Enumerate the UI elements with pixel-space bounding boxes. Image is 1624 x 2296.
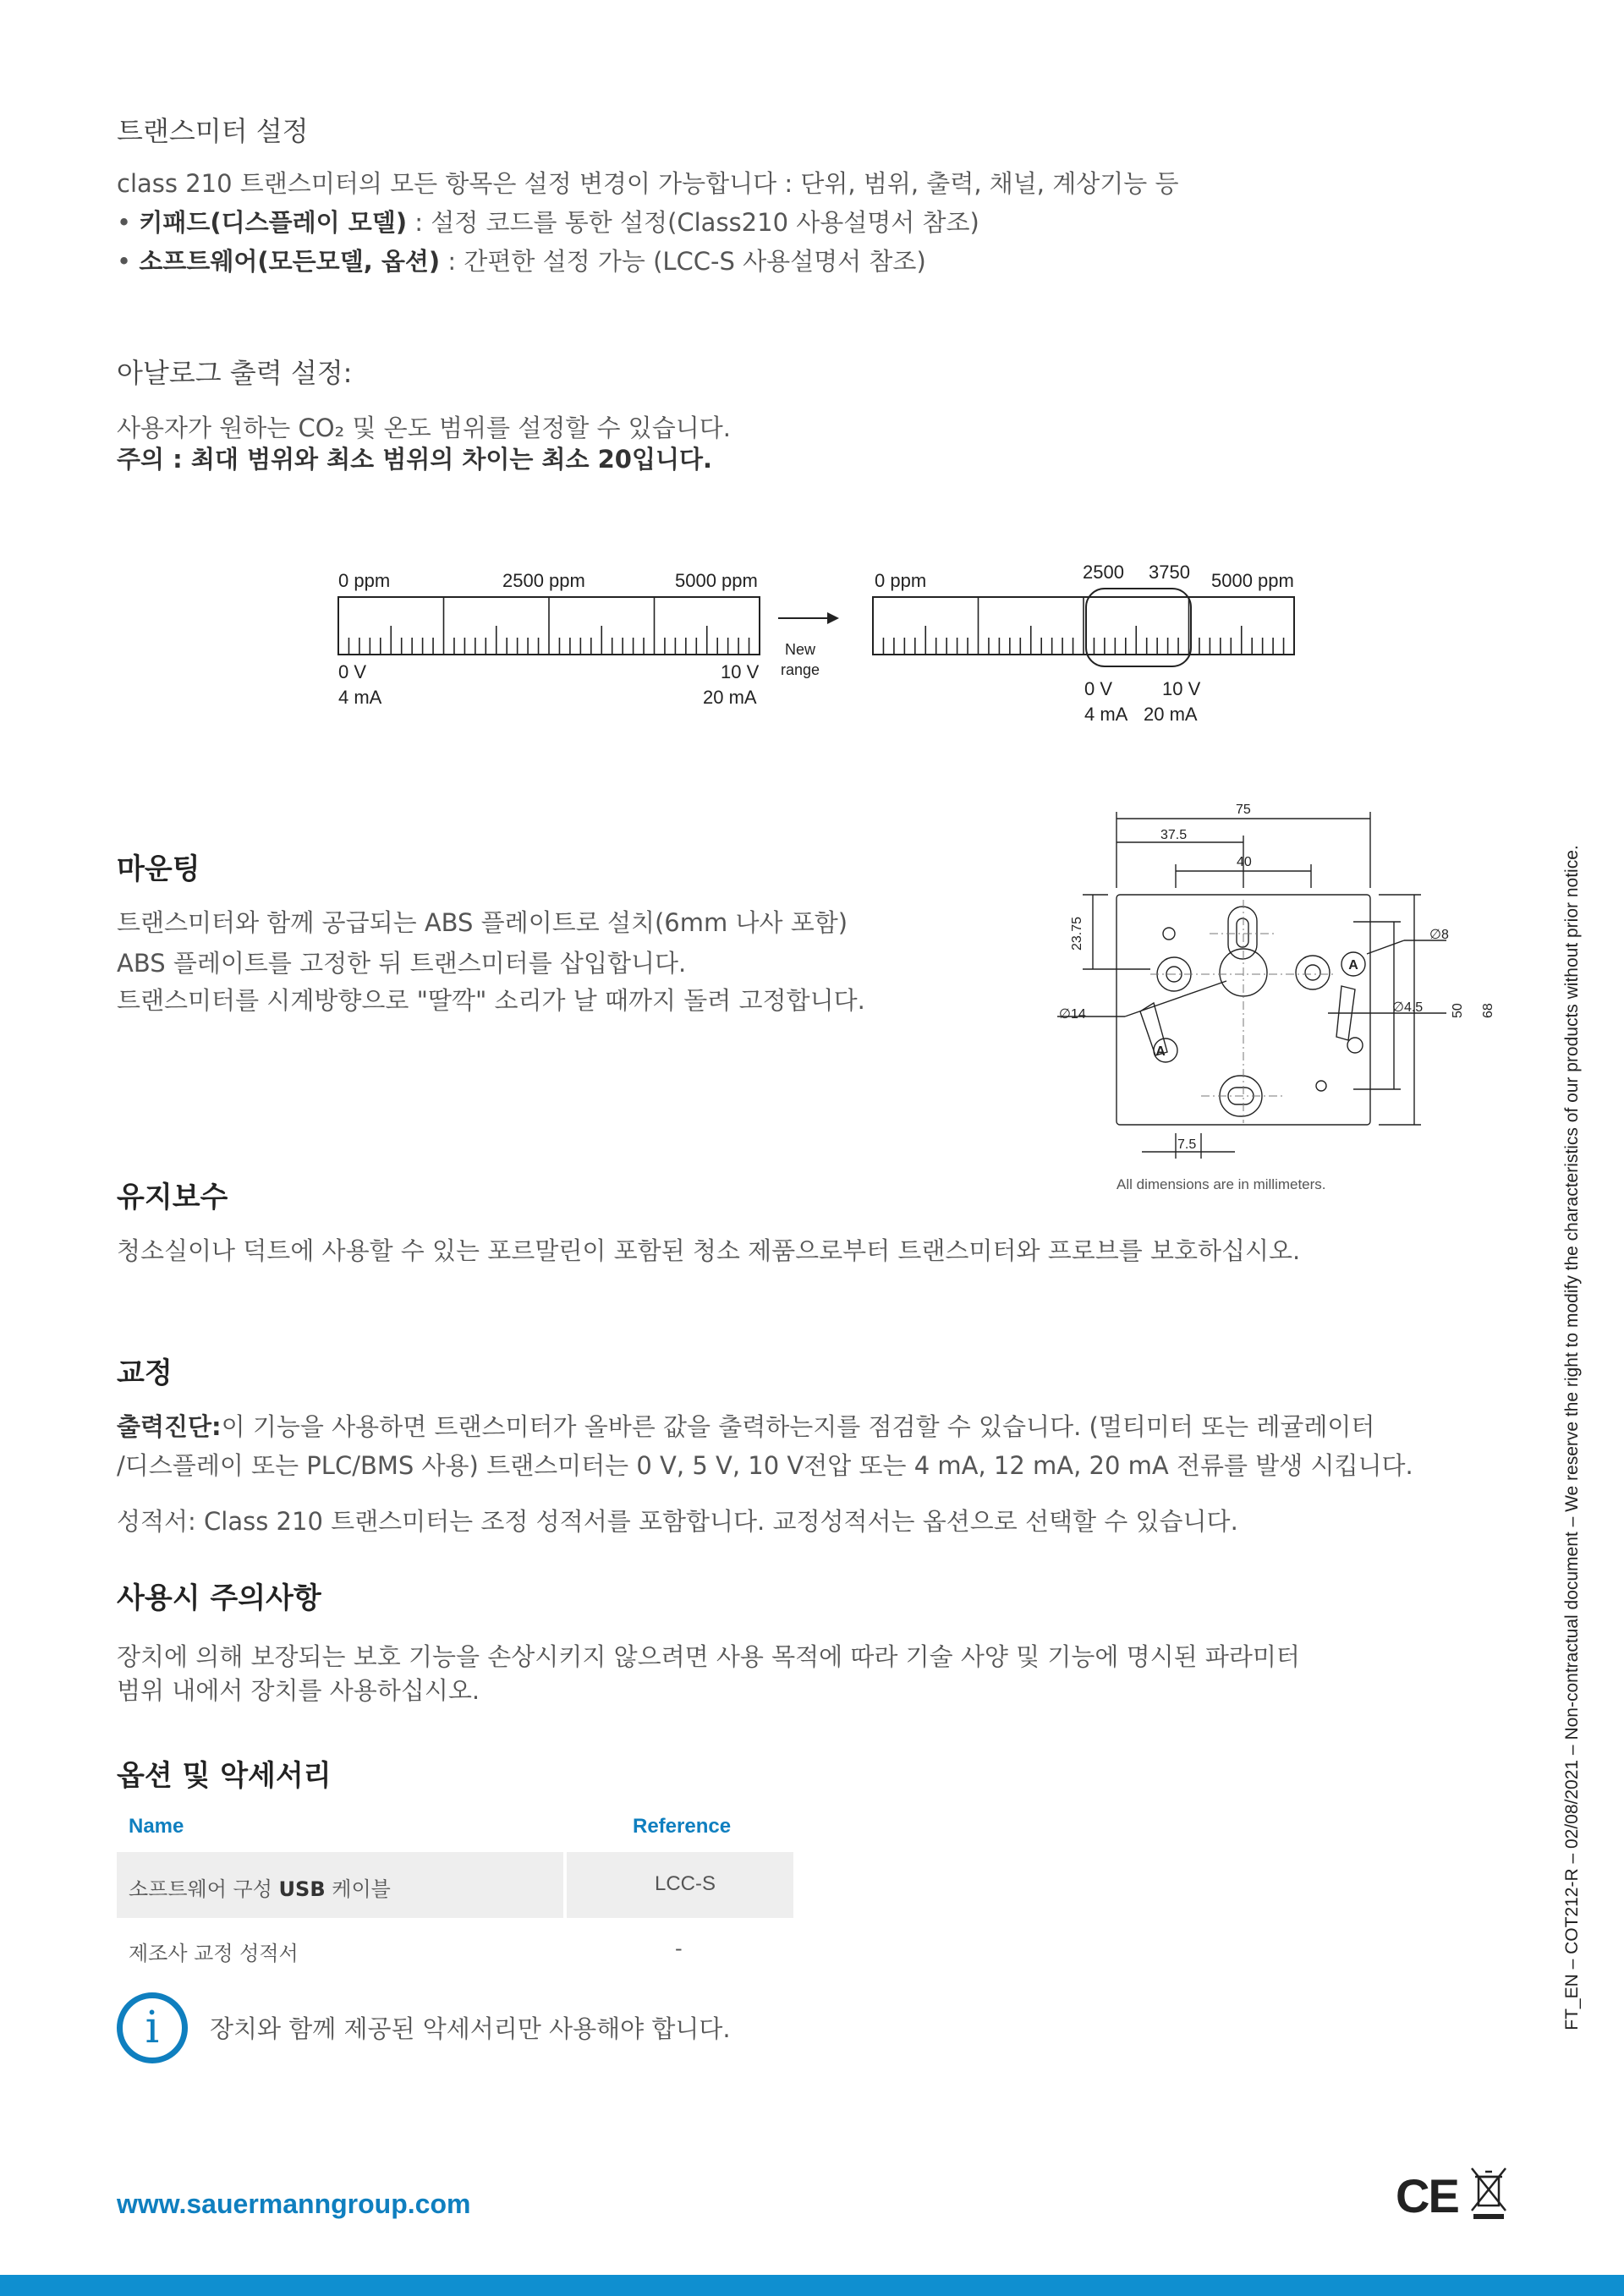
arrow-label-range: range <box>780 661 820 678</box>
calibration-bold-label: 출력진단: <box>117 1412 222 1441</box>
table-cell-name: 제조사 교정 성적서 <box>129 1942 299 1965</box>
range-diagram <box>321 550 1320 736</box>
bullet-dot: • <box>117 247 140 276</box>
weee-bin-icon <box>1470 2165 1507 2221</box>
table-header-row <box>117 1805 793 1852</box>
section-title-accessories: 옵션 및 악세서리 <box>117 1759 332 1793</box>
website-link[interactable]: www.sauermanngroup.com <box>117 2189 471 2219</box>
analog-output-description: 사용자가 원하는 CO₂ 및 온도 범위를 설정할 수 있습니다. <box>117 414 731 442</box>
left-scale <box>338 597 760 655</box>
dim-diameter-4-5 <box>1392 1000 1423 1015</box>
left-label-20ma: 20 mA <box>703 687 757 708</box>
left-label-2500ppm: 2500 ppm <box>502 570 585 591</box>
certification-marks <box>1396 2165 1514 2224</box>
bullet-item-keypad <box>117 203 979 242</box>
right-label-5000ppm: 5000 ppm <box>1211 570 1294 591</box>
drawing-caption: All dimensions are in millimeters. <box>1116 1176 1326 1192</box>
right-label-3750: 3750 <box>1149 562 1190 583</box>
mounting-line-2: ABS 플레이트를 고정한 뒤 트랜스미터를 삽입합니다. <box>117 949 687 978</box>
section-title-mounting: 마운팅 <box>117 852 200 886</box>
table-row <box>117 1918 793 1979</box>
right-scale <box>873 589 1294 666</box>
info-icon-glyph: i <box>145 2003 160 2053</box>
dim-8-value: 8 <box>1440 928 1449 942</box>
cell-text-bold: USB <box>278 1877 326 1901</box>
bullet-bold: 키패드(디스플레이 모델) <box>139 208 408 237</box>
dim-7-5: 7.5 <box>1177 1137 1197 1152</box>
calibration-paragraph-2: 성적서: Class 210 트랜스미터는 조정 성적서를 포함합니다. 교정성적서는 옵션으로 선택할 수 있습니다. <box>117 1507 1238 1536</box>
bullet-item-software <box>117 242 926 281</box>
precautions-line-1: 장치에 의해 보장되는 보호 기능을 손상시키지 않으려면 사용 목적에 따라 기술 사양 및 기능에 명시된 파라미터 <box>117 1642 1300 1671</box>
mounting-line-1: 트랜스미터와 함께 공급되는 ABS 플레이트로 설치(6mm 나사 포함) <box>117 908 848 937</box>
analog-output-note: 주의 : 최대 범위와 최소 범위의 차이는 최소 20입니다. <box>117 445 713 474</box>
right-label-2500: 2500 <box>1083 562 1124 583</box>
dim-23-75: 23.75 <box>1070 916 1084 951</box>
ce-mark-icon: CE <box>1396 2169 1458 2222</box>
diameter-icon: ∅ <box>1392 1000 1404 1015</box>
left-label-0ppm: 0 ppm <box>338 570 391 591</box>
info-icon <box>117 1992 188 2063</box>
diameter-icon: ∅ <box>1429 928 1441 942</box>
dim-75: 75 <box>1236 803 1251 817</box>
right-label-0v: 0 V <box>1084 678 1113 699</box>
right-label-0ppm: 0 ppm <box>875 570 927 591</box>
maintenance-text: 청소실이나 덕트에 사용할 수 있는 포르말린이 포함된 청소 제품으로부터 트랜스미터와 프로브를 보호하십시오. <box>117 1236 1301 1265</box>
marker-a-left: A <box>1155 1044 1166 1059</box>
right-label-10v: 10 V <box>1162 678 1201 699</box>
section-title-maintenance: 유지보수 <box>117 1181 228 1214</box>
section-title-analog-output: 아날로그 출력 설정: <box>117 357 353 389</box>
column-header-reference: Reference <box>633 1815 732 1838</box>
table-row <box>117 1852 793 1918</box>
marker-a-right: A <box>1348 958 1358 973</box>
dim-14-value: 14 <box>1070 1007 1086 1022</box>
cell-text: 케이블 <box>325 1877 391 1901</box>
calibration-paragraph-1-line-2: /디스플레이 또는 PLC/BMS 사용) 트랜스미터는 0 V, 5 V, 10 V전압 또는 4 mA, 12 mA, 20 mA 전류를 발생 시킵니다. <box>117 1451 1413 1480</box>
footer-accent-bar <box>0 2275 1624 2296</box>
column-header-name: Name <box>129 1815 184 1838</box>
section-title-transmitter-setup: 트랜스미터 설정 <box>117 115 309 147</box>
right-label-4ma: 4 mA <box>1084 704 1128 725</box>
diameter-icon: ∅ <box>1059 1007 1071 1022</box>
cell-text: 소프트웨어 구성 <box>129 1877 279 1901</box>
mounting-line-3: 트랜스미터를 시계방향으로 "딸깍" 소리가 날 때까지 돌려 고정합니다. <box>117 986 865 1015</box>
bullet-rest: : 설정 코드를 통한 설정(Class210 사용설명서 참조) <box>407 208 979 237</box>
bullet-dot: • <box>117 208 140 237</box>
info-note-text: 장치와 함께 제공된 악세서리만 사용해야 합니다. <box>210 2014 731 2043</box>
arrow-icon <box>778 612 839 624</box>
transmitter-setup-intro: class 210 트랜스미터의 모든 항목은 설정 변경이 가능합니다 : 단위, 범위, 출력, 채널, 계상기능 등 <box>117 169 1179 198</box>
left-label-10v: 10 V <box>721 661 760 682</box>
calibration-paragraph-1 <box>117 1407 1374 1446</box>
side-disclaimer-wrapper <box>1562 592 1588 2283</box>
precautions-line-2: 범위 내에서 장치를 사용하십시오. <box>117 1676 480 1705</box>
dim-68: 68 <box>1481 1003 1495 1018</box>
dim-diameter-8 <box>1429 928 1449 942</box>
right-label-20ma: 20 mA <box>1144 704 1198 725</box>
mounting-plate-drawing <box>1049 795 1522 1201</box>
calibration-p1-text: 이 기능을 사용하면 트랜스미터가 올바른 값을 출력하는지를 점검할 수 있습니다. (멀티미터 또는 레귤레이터 <box>221 1412 1375 1441</box>
section-title-precautions: 사용시 주의사항 <box>117 1581 321 1615</box>
table-cell-reference: LCC-S <box>655 1872 716 1895</box>
left-label-5000ppm: 5000 ppm <box>675 570 758 591</box>
arrow-label-new: New <box>784 641 816 658</box>
accessories-table <box>117 1805 793 1979</box>
dim-37-5: 37.5 <box>1160 828 1188 842</box>
left-label-0v: 0 V <box>338 661 367 682</box>
left-label-4ma: 4 mA <box>338 687 382 708</box>
dim-diameter-14 <box>1059 1007 1086 1022</box>
bullet-bold: 소프트웨어(모든모델, 옵션) <box>139 247 441 276</box>
dim-40: 40 <box>1237 855 1252 869</box>
table-cell-reference: - <box>675 1937 683 1960</box>
dim-4-5-value: 4.5 <box>1403 1000 1424 1015</box>
bullet-rest: : 간편한 설정 가능 (LCC-S 사용설명서 참조) <box>440 247 926 276</box>
side-disclaimer: FT_EN – COT212-R – 02/08/2021 – Non-contractual document – We reserve the right to modify the characteristics of our products without prior notice. <box>1562 845 1582 2030</box>
section-title-calibration: 교정 <box>117 1356 173 1390</box>
column-divider <box>563 1852 567 1918</box>
dim-50: 50 <box>1451 1003 1465 1018</box>
table-cell-name <box>129 1872 391 1902</box>
